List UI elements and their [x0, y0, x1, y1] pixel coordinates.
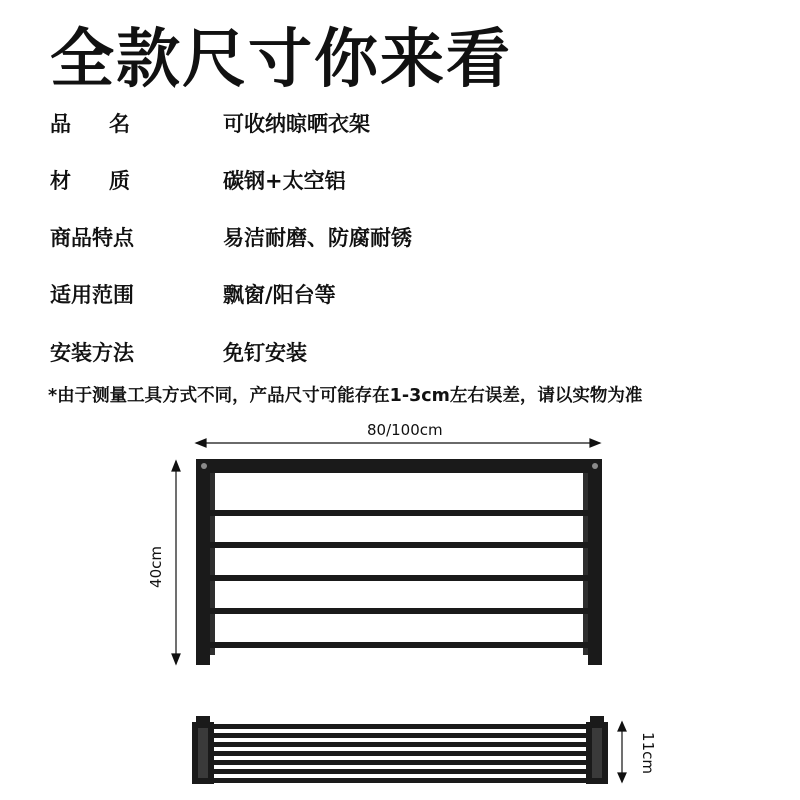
measurement-note: *由于测量工具方式不同，产品尺寸可能存在1-3cm左右误差，请以实物为准 [48, 386, 643, 406]
page-title: 全款尺寸你来看 [50, 23, 512, 97]
spec-label: 材质 [50, 169, 168, 193]
depth-dimension-arrow [618, 722, 626, 782]
height-dimension-label: 40cm [146, 546, 165, 588]
spec-label: 安装方法 [50, 341, 134, 365]
depth-dimension-label: 11cm [638, 732, 657, 774]
spec-label: 适用范围 [50, 283, 134, 307]
height-dimension-arrow [172, 461, 180, 664]
spec-value: 易洁耐磨、防腐耐锈 [223, 226, 412, 250]
spec-value: 飘窗/阳台等 [223, 283, 336, 307]
spec-value: 碳钢+太空铝 [223, 169, 346, 193]
width-dimension-arrow [196, 439, 600, 447]
rack-folded-view [192, 716, 608, 784]
width-dimension-label: 80/100cm [367, 421, 443, 439]
spec-value: 可收纳晾晒衣架 [223, 112, 370, 136]
spec-value: 免钉安装 [223, 341, 307, 365]
spec-label: 品名 [50, 112, 168, 136]
rack-front-view [196, 459, 602, 665]
spec-label: 商品特点 [50, 226, 134, 250]
